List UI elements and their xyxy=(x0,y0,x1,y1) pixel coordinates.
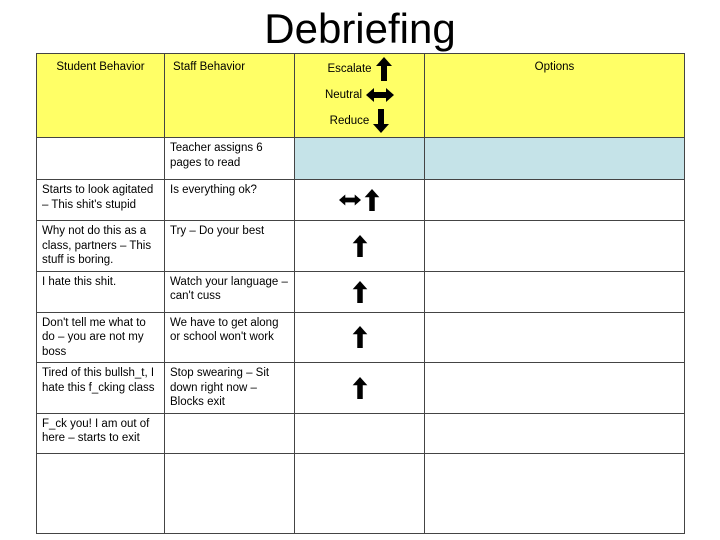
escalate-arrow-icon xyxy=(376,57,392,81)
student-cell: Starts to look agitated – This shit's stupid xyxy=(37,180,165,221)
table-row xyxy=(37,312,685,363)
arrow-cell xyxy=(295,221,425,272)
table-row xyxy=(37,413,685,453)
header-options-label: Options xyxy=(534,61,575,73)
staff-cell: We have to get along or school won't work xyxy=(165,312,295,363)
escalate-arrow-icon xyxy=(352,235,368,257)
reduce-arrow-icon xyxy=(373,109,389,133)
escalate-arrow-icon xyxy=(364,189,380,211)
staff-cell: Stop swearing – Sit down right now – Blocks exit xyxy=(165,363,295,414)
header-row xyxy=(37,54,685,138)
neutral-arrow-icon xyxy=(366,88,394,102)
table-row xyxy=(37,271,685,312)
header-options xyxy=(425,54,685,138)
options-cell xyxy=(425,453,685,533)
staff-cell: Watch your language – can't cuss xyxy=(165,271,295,312)
page-title: Debriefing xyxy=(264,5,456,52)
reduce-legend xyxy=(300,108,419,134)
arrow-cell xyxy=(295,312,425,363)
reduce-label: Reduce xyxy=(329,114,370,127)
options-cell xyxy=(425,221,685,272)
staff-cell: Is everything ok? xyxy=(165,180,295,221)
options-cell xyxy=(425,363,685,414)
student-cell: Don't tell me what to do – you are not my boss xyxy=(37,312,165,363)
escalate-arrow-icon xyxy=(352,377,368,399)
student-cell: Why not do this as a class, partners – This stuff is boring. xyxy=(37,221,165,272)
escalate-legend xyxy=(300,56,419,82)
options-cell xyxy=(425,312,685,363)
debriefing-table xyxy=(36,53,685,534)
arrow-cell xyxy=(295,413,425,453)
header-student-behavior xyxy=(37,54,165,138)
header-staff-behavior xyxy=(165,54,295,138)
header-escalate-neutral-reduce xyxy=(295,54,425,138)
table-row xyxy=(37,363,685,414)
table-row xyxy=(37,453,685,533)
table-row xyxy=(37,180,685,221)
table-row xyxy=(37,138,685,180)
staff-cell: Teacher assigns 6 pages to read xyxy=(165,138,295,180)
options-cell xyxy=(425,271,685,312)
student-cell xyxy=(37,453,165,533)
arrow-cell xyxy=(295,453,425,533)
header-staff-label: Staff Behavior xyxy=(173,61,246,73)
escalate-label: Escalate xyxy=(327,62,372,75)
staff-cell xyxy=(165,413,295,453)
arrow-cell xyxy=(295,138,425,180)
arrow-cell xyxy=(295,180,425,221)
student-cell: F_ck you! I am out of here – starts to exit xyxy=(37,413,165,453)
escalate-arrow-icon xyxy=(352,281,368,303)
options-cell xyxy=(425,138,685,180)
escalate-arrow-icon xyxy=(352,326,368,348)
student-cell xyxy=(37,138,165,180)
options-cell xyxy=(425,180,685,221)
options-cell xyxy=(425,413,685,453)
staff-cell xyxy=(165,453,295,533)
neutral-arrow-icon xyxy=(339,194,361,206)
header-student-label: Student Behavior xyxy=(56,61,145,73)
neutral-label: Neutral xyxy=(324,88,363,101)
staff-cell: Try – Do your best xyxy=(165,221,295,272)
arrow-cell xyxy=(295,363,425,414)
neutral-legend xyxy=(300,82,419,108)
table-row xyxy=(37,221,685,272)
student-cell: Tired of this bullsh_t, I hate this f_cking class xyxy=(37,363,165,414)
arrow-cell xyxy=(295,271,425,312)
student-cell: I hate this shit. xyxy=(37,271,165,312)
